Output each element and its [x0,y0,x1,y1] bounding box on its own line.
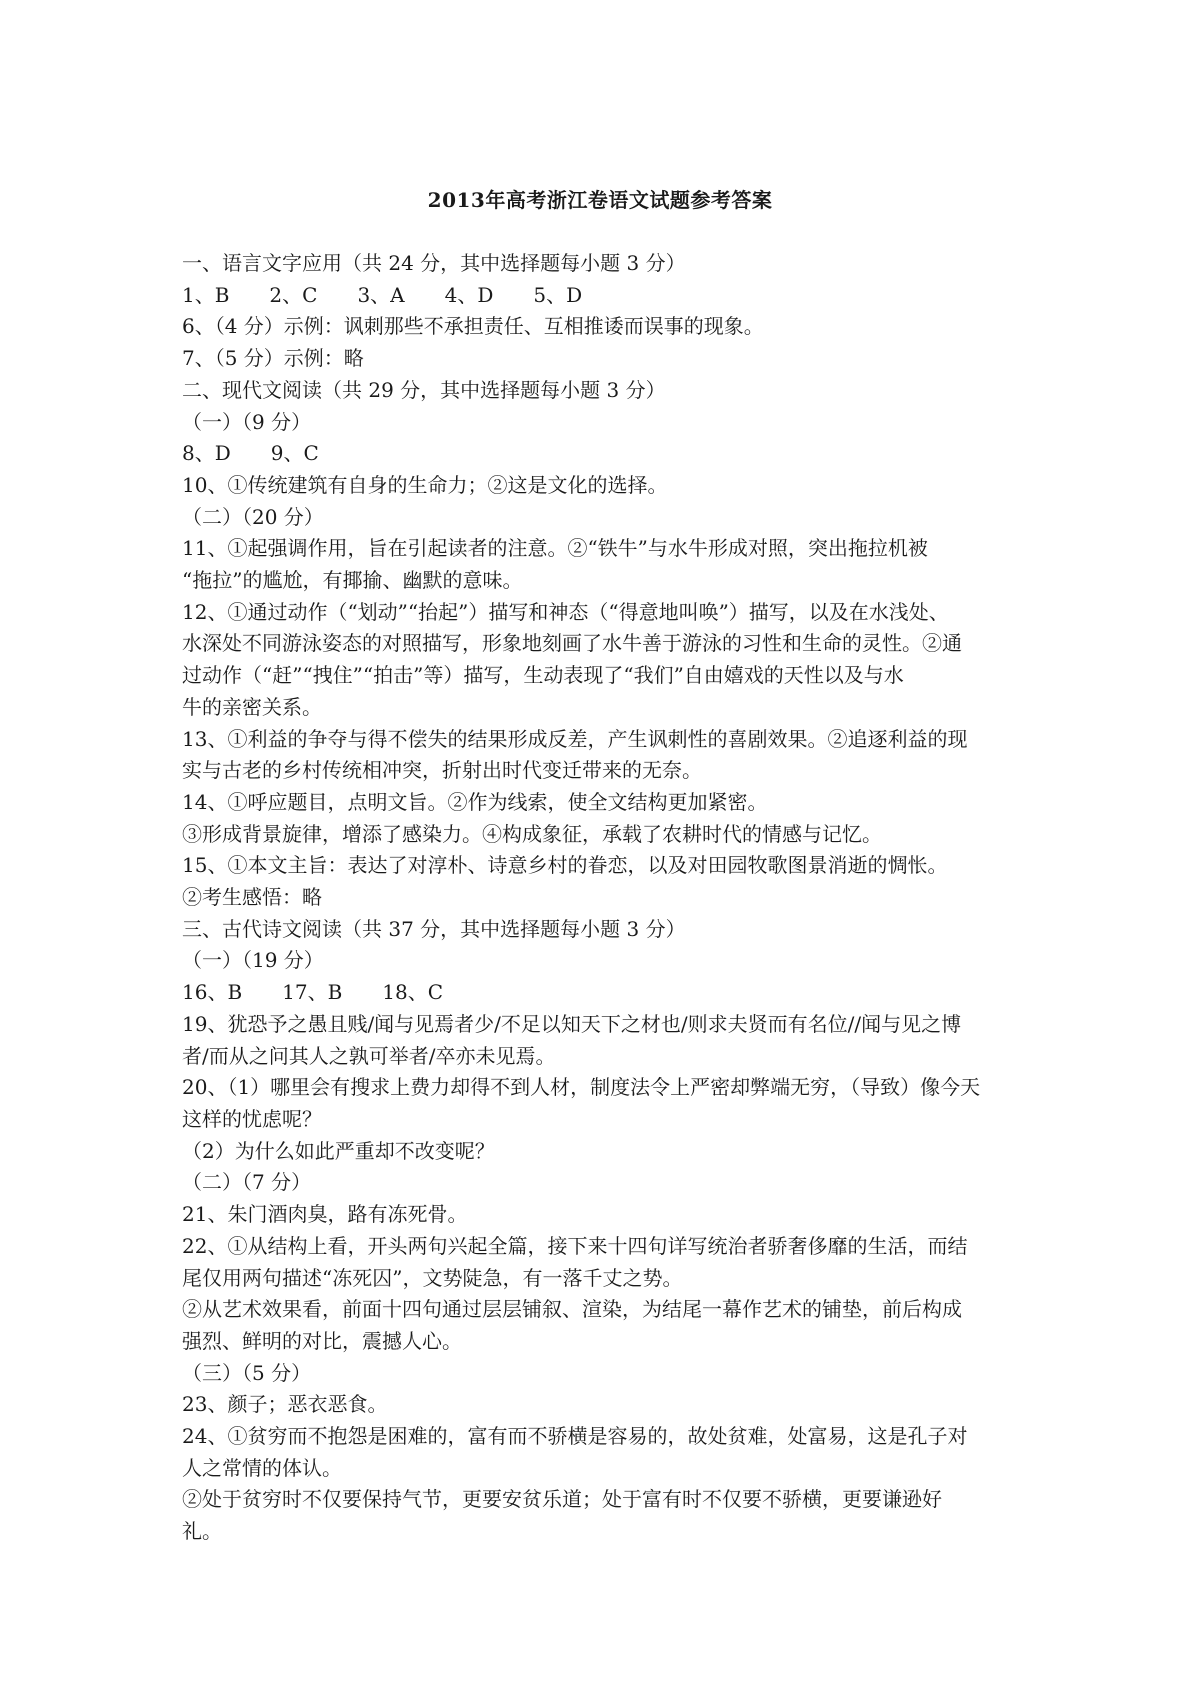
answer-line: （一）（9 分） [182,409,312,434]
answer-line: 人之常情的体认。 [182,1455,342,1480]
answer-line: 牛的亲密关系。 [182,694,322,719]
answer-line: 过动作（“赶”“拽住”“拍击”等）描写，生动表现了“我们”自由嬉戏的天性以及与水 [182,663,904,688]
answer-line: （2）为什么如此严重却不改变呢？ [182,1138,495,1163]
answer-line: （三）（5 分） [182,1360,312,1385]
answer-line: 一、语言文字应用（共 24 分，其中选择题每小题 3 分） [182,251,686,275]
answer-line: 水深处不同游泳姿态的对照描写，形象地刻画了水牛善于游泳的习性和生命的灵性。②通 [182,631,962,656]
answer-line: “拖拉”的尴尬，有揶揄、幽默的意味。 [182,568,523,593]
answer-line: 礼。 [182,1519,222,1544]
answer-line: 24、①贫穷而不抱怨是困难的，富有而不骄横是容易的，故处贫难，处富易，这是孔子对 [182,1424,968,1449]
answer-line: ③形成背景旋律，增添了感染力。④构成象征，承载了农耕时代的情感与记忆。 [182,821,882,846]
answer-line: 10、①传统建筑有自身的生命力；②这是文化的选择。 [182,472,668,497]
answer-line: 1、B 2、C 3、A 4、D 5、D [182,282,583,307]
answer-line: 尾仅用两句描述“冻死囚”，文势陡急，有一落千丈之势。 [182,1265,683,1290]
answer-line: ②从艺术效果看，前面十四句通过层层铺叙、渲染，为结尾一幕作艺术的铺垫，前后构成 [182,1297,962,1322]
answer-line: 11、①起强调作用，旨在引起读者的注意。②“铁牛”与水牛形成对照，突出拖拉机被 [182,536,928,561]
answer-line: 14、①呼应题目，点明文旨。②作为线索，使全文结构更加紧密。 [182,789,768,814]
answer-line: 20、（1）哪里会有搜求上费力却得不到人材，制度法令上严密却弊端无穷，（导致）像今天 [182,1075,981,1100]
answer-body [182,248,1034,1548]
answer-line: 7、（5 分）示例：略 [182,346,364,371]
answer-line: 13、①利益的争夺与得不偿失的结果形成反差，产生讽刺性的喜剧效果。②追逐利益的现 [182,726,968,751]
answer-line: ②考生感悟：略 [182,885,322,910]
answer-line: （二）（7 分） [182,1170,312,1195]
answer-line: 实与古老的乡村传统相冲突，折射出时代变迁带来的无奈。 [182,758,702,783]
answer-line: 6、（4 分）示例：讽刺那些不承担责任、互相推诿而误事的现象。 [182,314,764,339]
answer-line: 21、朱门酒肉臭，路有冻死骨。 [182,1202,468,1227]
answer-line: 三、古代诗文阅读（共 37 分，其中选择题每小题 3 分） [182,916,686,941]
answer-line: 19、犹恐予之愚且贱/闻与见焉者少/不足以知天下之材也/则求夫贤而有名位//闻与见之博 [182,1011,962,1036]
answer-line: 二、现代文阅读（共 29 分，其中选择题每小题 3 分） [182,377,666,402]
answer-line: 8、D 9、C [182,441,319,466]
answer-line: （二）（20 分） [182,504,324,529]
answer-line: 23、颜子；恶衣恶食。 [182,1392,388,1417]
answer-line: ②处于贫穷时不仅要保持气节，更要安贫乐道；处于富有时不仅要不骄横，更要谦逊好 [182,1487,942,1512]
answer-line: 15、①本文主旨：表达了对淳朴、诗意乡村的眷恋，以及对田园牧歌图景消逝的惆怅。 [182,853,948,878]
answer-line: 22、①从结构上看，开头两句兴起全篇，接下来十四句详写统治者骄奢侈靡的生活，而结 [182,1233,968,1258]
answer-line: 16、B 17、B 18、C [182,980,444,1005]
answer-line: （一）（19 分） [182,948,324,973]
answer-line: 强烈、鲜明的对比，震撼人心。 [182,1328,462,1353]
answer-line: 12、①通过动作（“划动”“抬起”）描写和神态（“得意地叫唤”）描写，以及在水浅处、 [182,599,949,624]
document-title: 2013年高考浙江卷语文试题参考答案 [427,188,773,212]
answer-line: 这样的忧虑呢？ [182,1106,322,1131]
answer-line: 者/而从之问其人之孰可举者/卒亦未见焉。 [182,1043,556,1068]
